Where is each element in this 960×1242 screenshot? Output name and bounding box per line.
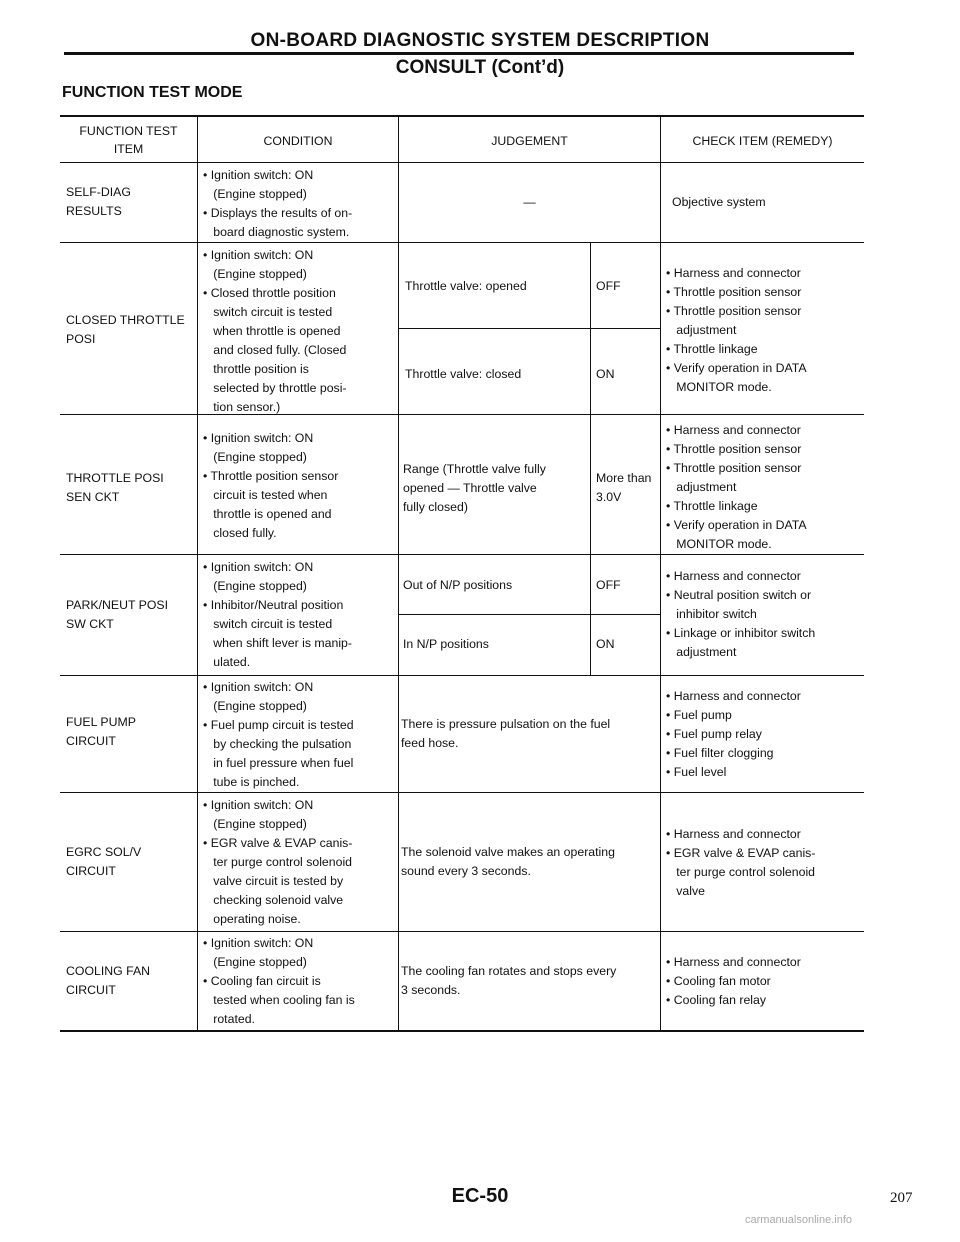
table-row-item: PARK/NEUT POSI SW CKT	[66, 598, 169, 631]
col-rule	[197, 117, 198, 1030]
table-row-condition: • Ignition switch: ON (Engine stopped) • Inhibitor/Neutral position switch circuit is tested when shift lever is manip- ulated.	[203, 560, 352, 669]
table-row-judgement: The cooling fan rotates and stops every 3 seconds.	[401, 964, 617, 997]
table-row-value-off: OFF	[596, 279, 621, 293]
value-col-rule	[590, 242, 591, 414]
table-row-item: CLOSED THROTTLE POSI	[66, 313, 185, 346]
page-header-subtitle: CONSULT (Cont’d)	[395, 57, 565, 78]
table-bottom-rule	[60, 1030, 864, 1032]
value-col-rule	[590, 554, 591, 675]
col-rule	[398, 117, 399, 1030]
row-rule	[60, 554, 864, 555]
table-row-item: SELF-DIAG RESULTS	[66, 185, 131, 218]
header-rule	[64, 52, 854, 55]
table-row-judgement: There is pressure pulsation on the fuel feed hose.	[401, 717, 611, 750]
table-row-condition: • Ignition switch: ON (Engine stopped) • Throttle position sensor circuit is tested when throttle is opened and closed fully.	[203, 431, 339, 540]
watermark: carmanualsonline.info	[745, 1214, 853, 1226]
row-rule	[60, 414, 864, 415]
table-row-check: • Harness and connector • Cooling fan motor • Cooling fan relay	[666, 955, 801, 1007]
table-row-judgement-closed: Throttle valve: closed	[405, 367, 522, 381]
table-row-condition: • Ignition switch: ON (Engine stopped) • Displays the results of on- board diagnostic system.	[203, 168, 353, 239]
table-row-value-off: OFF	[596, 578, 621, 592]
table-row-item: FUEL PUMP CIRCUIT	[66, 715, 136, 748]
column-header-item: FUNCTION TEST ITEM	[79, 124, 178, 156]
table-row-judgement-opened: Throttle valve: opened	[405, 279, 527, 293]
table-row-judgement: The solenoid valve makes an operating sound every 3 seconds.	[401, 845, 615, 878]
table-row-check: • Harness and connector • Neutral position switch or inhibitor switch • Linkage or inhibitor switch adjustment	[666, 569, 816, 659]
col-rule	[660, 117, 661, 1030]
page-header-title: ON-BOARD DIAGNOSTIC SYSTEM DESCRIPTION	[250, 30, 710, 51]
table-row-check: • Harness and connector • Throttle position sensor • Throttle position sensor adjustment • Throttle linkage • Verify operation in DATA MONITOR mode.	[666, 423, 807, 551]
table-row-item: COOLING FAN CIRCUIT	[66, 964, 151, 997]
table-row-check: Objective system	[672, 195, 766, 209]
table-row-check: • Harness and connector • EGR valve & EVAP canis- ter purge control solenoid valve	[666, 827, 816, 898]
value-col-rule	[590, 414, 591, 554]
row-rule	[60, 675, 864, 676]
table-row-condition: • Ignition switch: ON (Engine stopped) • Cooling fan circuit is tested when cooling fan is rotated.	[203, 936, 355, 1026]
section-title: FUNCTION TEST MODE	[62, 84, 243, 101]
table-row-value: More than 3.0V	[596, 471, 652, 504]
table-header-rule	[60, 162, 864, 163]
table-row-judgement-range: Range (Throttle valve fully opened — Throttle valve fully closed)	[403, 462, 546, 514]
subrow-rule	[398, 614, 660, 615]
page-code: EC-50	[451, 1185, 509, 1207]
row-rule	[60, 931, 864, 932]
row-rule	[60, 792, 864, 793]
table-top-rule	[60, 115, 864, 117]
table-row-item: THROTTLE POSI SEN CKT	[66, 471, 164, 504]
column-header-judgement: JUDGEMENT	[491, 134, 568, 148]
row-rule	[60, 242, 864, 243]
table-row-condition: • Ignition switch: ON (Engine stopped) • Closed throttle position switch circuit is tested when throttle is opened and closed fully. (Closed throttle position is selected by throttle posi- tion sensor.)	[203, 248, 347, 414]
table-row-value-on: ON	[596, 637, 615, 651]
table-row-condition: • Ignition switch: ON (Engine stopped) • EGR valve & EVAP canis- ter purge control solenoid valve circuit is tested by checking solenoid valve operating noise.	[203, 798, 353, 926]
subrow-rule	[398, 328, 660, 329]
table-row-condition: • Ignition switch: ON (Engine stopped) • Fuel pump circuit is tested by checking the pulsation in fuel pressure when fuel tube is pinched.	[203, 680, 354, 789]
table-row-judgement-in: In N/P positions	[403, 637, 489, 651]
page-number: 207	[890, 1190, 913, 1206]
table-row-check: • Harness and connector • Throttle position sensor • Throttle position sensor adjustment • Throttle linkage • Verify operation in DATA MONITOR mode.	[666, 266, 807, 394]
table-row-value-on: ON	[596, 367, 615, 381]
column-header-check: CHECK ITEM (REMEDY)	[692, 134, 833, 148]
table-row-check: • Harness and connector • Fuel pump • Fuel pump relay • Fuel filter clogging • Fuel level	[666, 689, 801, 779]
table-row-judgement: —	[523, 195, 536, 209]
column-header-condition: CONDITION	[263, 134, 333, 148]
table-row-judgement-out: Out of N/P positions	[403, 578, 513, 592]
table-row-item: EGRC SOL/V CIRCUIT	[66, 845, 142, 878]
